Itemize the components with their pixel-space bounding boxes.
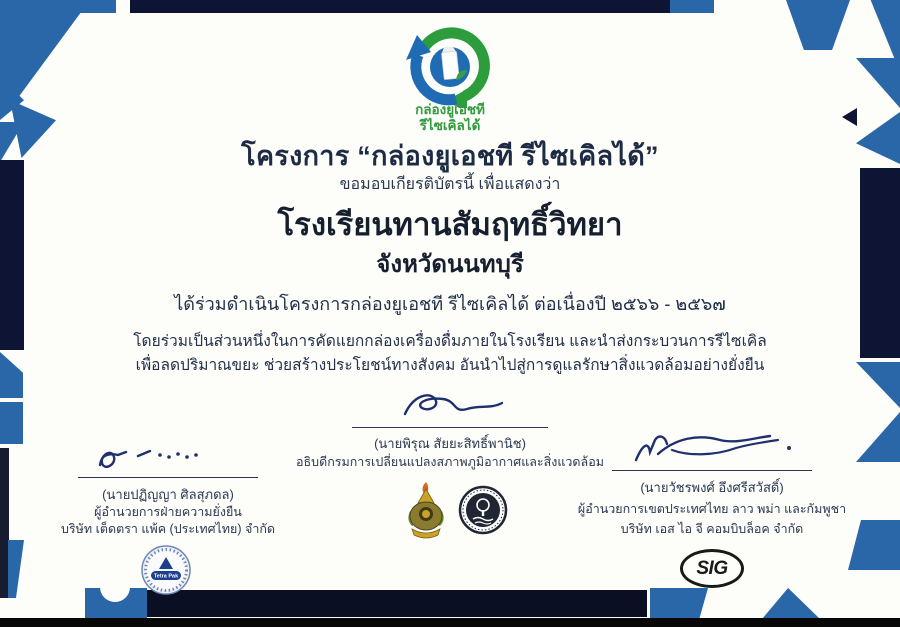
signature-line-center	[352, 427, 548, 428]
signature-right	[628, 428, 798, 470]
recipient-province: จังหวัดนนทบุรี	[376, 251, 524, 278]
left-signatory-name: (นายปฏิญญา ศิลสุภดล)	[102, 487, 234, 502]
body-text-line2: เพื่อลดปริมาณขยะ ช่วยสร้างประโยชน์ทางสังคม อันนำไปสู่การดูแลรักษาสิ่งแวดล้อมอย่างยั่งยืน	[135, 357, 765, 374]
border-bar-left	[0, 160, 24, 350]
recipient-name: โรงเรียนทานสัมฤทธิ์วิทยา	[277, 207, 623, 242]
border-bar-right	[860, 168, 900, 358]
center-signatory-title: อธิบดีกรมการเปลี่ยนแปลงสภาพภูมิอากาศและสิ่งแวดล้อม	[296, 455, 604, 469]
climate-department-seal-icon	[458, 485, 508, 535]
left-signatory-company: บริษัท เต็ดตรา แพ้ค (ประเทศไทย) จำกัด	[60, 522, 276, 536]
right-signatory-title: ผู้อำนวยการเขตประเทศไทย ลาว พม่า และกัมพูชา	[577, 502, 847, 516]
sig-logo: SIG	[680, 549, 744, 588]
left-signatory-title: ผู้อำนวยการฝ่ายความยั่งยืน	[94, 505, 242, 519]
center-signatory-name: (นายพิรุณ สัยยะสิทธิ์พานิช)	[374, 436, 526, 451]
tetra-pak-logo	[140, 544, 192, 596]
signature-line-left	[78, 477, 258, 478]
logo-caption-line1: กล่องยูเอชที	[415, 102, 485, 117]
right-signatory-company: บริษัท เอส ไอ จี คอมบิบล็อค จำกัด	[620, 522, 804, 536]
certificate-title: โครงการ “กล่องยูเอชที รีไซเคิลได้”	[241, 141, 659, 171]
border-bar-bottom	[147, 590, 647, 617]
signature-left	[88, 443, 238, 477]
logo-caption-line2: รีไซเคิลได้	[419, 118, 481, 133]
right-signatory-name: (นายวัชรพงศ์ อึงศรีสวัสดิ์)	[640, 480, 784, 495]
uht-carton-recycle-logo-icon	[404, 22, 496, 100]
certificate-subtitle: ขอมอบเกียรติบัตรนี้ เพื่อแสดงว่า	[339, 176, 561, 193]
participation-line: ได้ร่วมดำเนินโครงการกล่องยูเอชที รีไซเคิลได้ ต่อเนื่องปี ๒๕๖๖ - ๒๕๖๗	[174, 294, 726, 314]
signature-line-right	[612, 470, 812, 471]
body-text-line1: โดยร่วมเป็นส่วนหนึ่งในการคัดแยกกล่องเครื่องดื่มภายในโรงเรียน และนำส่งกระบวนการรีไซเคิล	[133, 333, 767, 350]
svg-text:Tetra Pak: Tetra Pak	[153, 573, 179, 580]
border-bar-top	[130, 0, 670, 13]
garuda-crest-seal-icon	[404, 481, 448, 539]
signature-center	[395, 388, 510, 426]
